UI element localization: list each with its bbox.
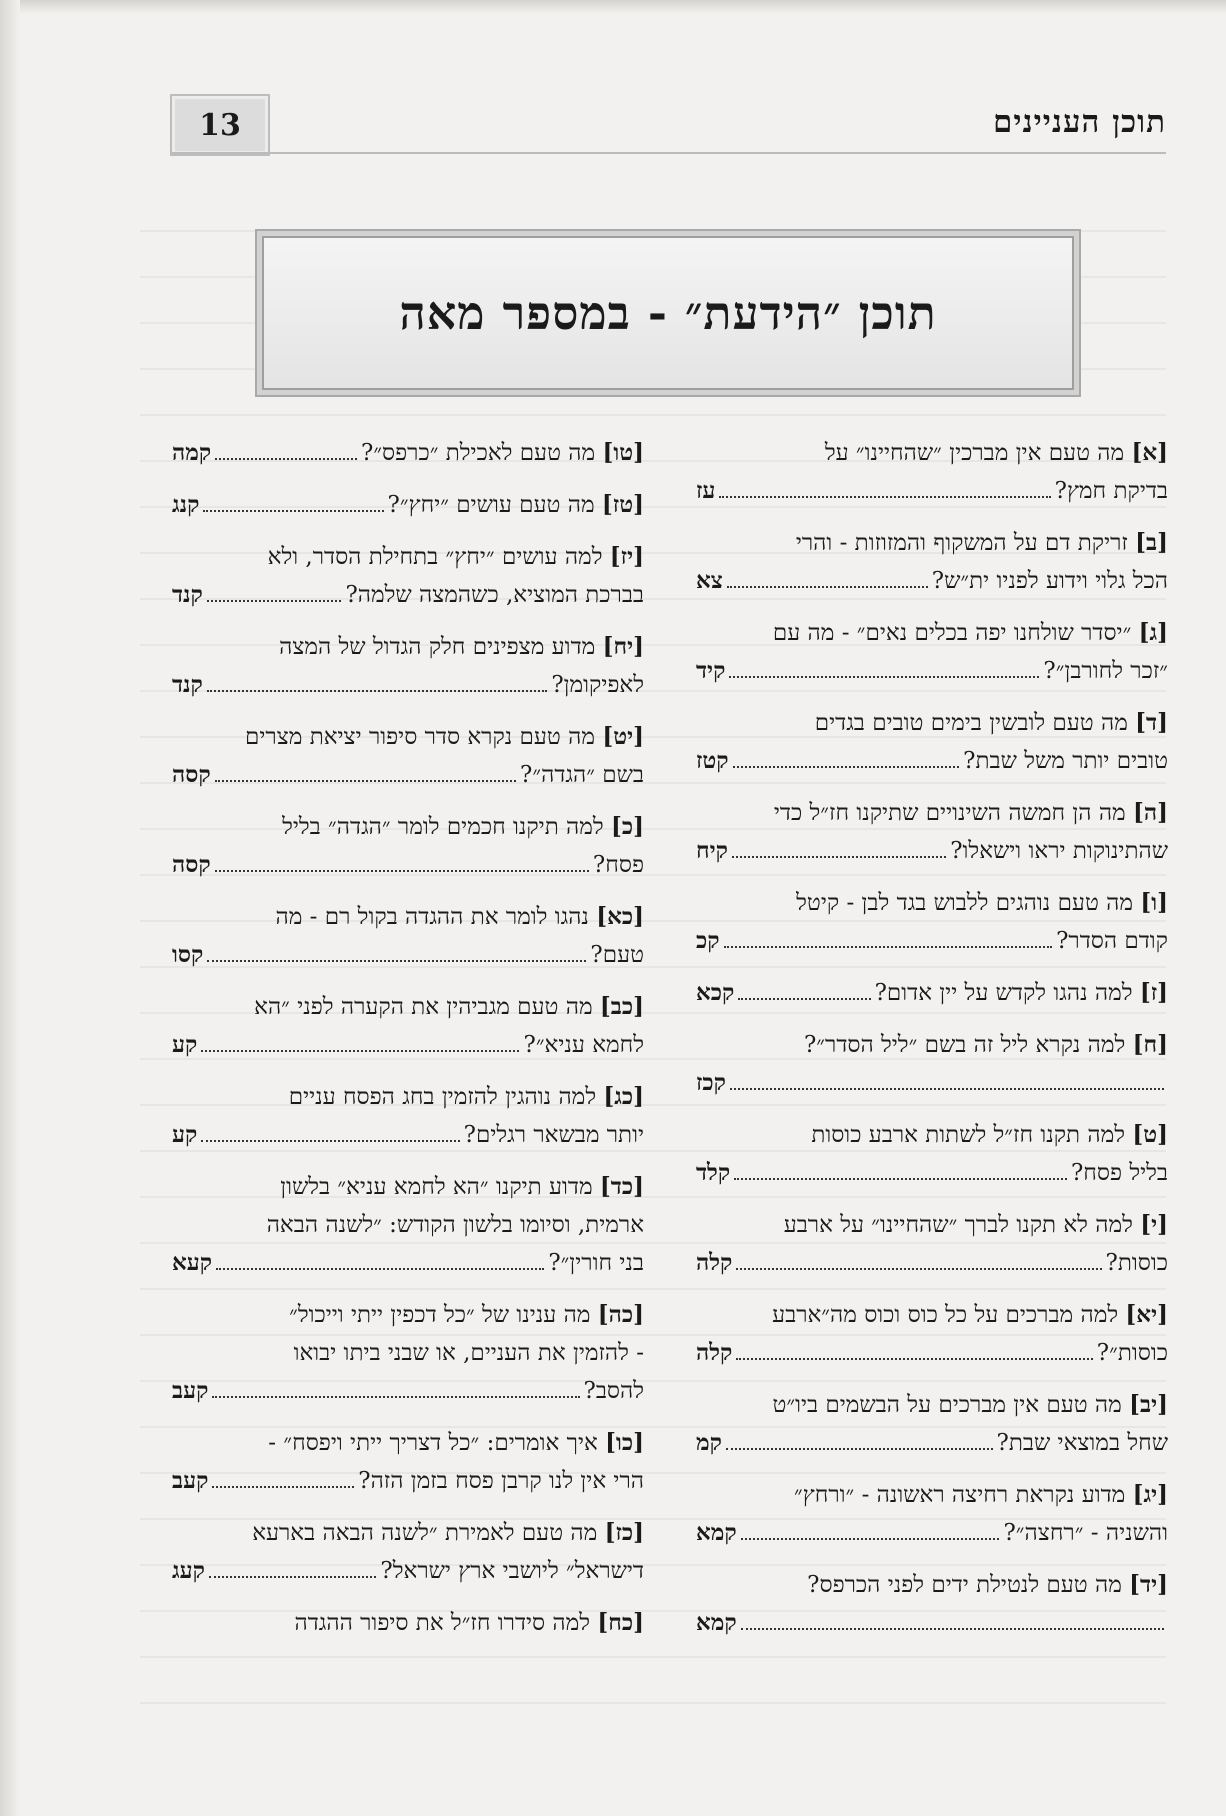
toc-entry-number: [ט] <box>1132 1121 1168 1148</box>
toc-entry-text: מה טעם לאכילת ״כרפס״? <box>360 440 596 466</box>
toc-entry-page-ref: צא <box>696 567 723 594</box>
toc-entry-line <box>172 1514 644 1552</box>
leader-dots <box>212 1486 354 1488</box>
toc-entry-text: מה הן חמשה השינויים שתיקנו חז״ל כדי <box>773 800 1126 826</box>
toc-entry-lastline <box>696 1334 1168 1372</box>
toc-entry-page-ref: קעא <box>172 1249 213 1276</box>
toc-entry-page-ref: קיח <box>696 837 728 864</box>
toc-entry-text: - להזמין את העניים, או שבני ביתו יבואו <box>293 1340 644 1366</box>
toc-entry-text: בשם ״הגדה״? <box>520 762 644 788</box>
toc-entry-lastline <box>172 486 644 524</box>
toc-entry-page-ref: קע <box>172 1031 198 1058</box>
toc-entry-page-ref: קכ <box>696 927 720 954</box>
toc-entry-number: [יב] <box>1129 1391 1168 1418</box>
toc-entry[interactable] <box>172 898 644 974</box>
toc-entry-page-ref: קסה <box>172 761 211 788</box>
toc-entry-number: [ז] <box>1139 979 1168 1006</box>
toc-entry-text: מה טעם לאמירת ״לשנה הבאה בארעא <box>252 1520 598 1546</box>
toc-entry-text: טובים יותר משל שבת? <box>963 748 1168 774</box>
toc-entry-text: כוסות״? <box>1096 1340 1168 1366</box>
toc-entry-text: דישראל״ ליושבי ארץ ישראל? <box>380 1558 644 1584</box>
toc-entry-text: למה לא תקנו לברך ״שהחיינו״ על ארבע <box>783 1212 1133 1238</box>
leader-dots <box>733 766 960 768</box>
leader-dots <box>719 496 1050 498</box>
toc-entry-text: למה נהגו לקדש על יין אדום? <box>874 980 1133 1006</box>
toc-entry[interactable] <box>172 1424 644 1500</box>
toc-entry-page-ref: קמה <box>172 439 212 466</box>
toc-entry-page-ref: קמ <box>696 1429 722 1456</box>
toc-entry-lastline <box>172 936 644 974</box>
toc-entry-text: למה תקנו חז״ל לשתות ארבע כוסות <box>811 1122 1126 1148</box>
toc-entry-lastline <box>696 562 1168 600</box>
toc-entry-line <box>696 1566 1168 1604</box>
toc-entry-number: [י] <box>1140 1211 1168 1238</box>
toc-entry-line <box>172 1424 644 1462</box>
leader-dots <box>729 676 1039 678</box>
toc-entry[interactable] <box>696 1116 1168 1192</box>
toc-entry-number: [כח] <box>597 1609 644 1636</box>
toc-entry-text: שהתינוקות יראו וישאלו? <box>950 838 1168 864</box>
toc-entry[interactable] <box>172 628 644 704</box>
toc-entry-text: זריקת דם על המשקוף והמזוזות - והרי <box>795 530 1128 556</box>
toc-entry-text: בברכת המוציא, כשהמצה שלמה? <box>345 582 644 608</box>
toc-entry[interactable] <box>172 538 644 614</box>
toc-entry-line <box>696 794 1168 832</box>
toc-entry-line <box>172 898 644 936</box>
leader-dots <box>741 1628 1164 1630</box>
toc-entry-text: ״יסדר שולחנו יפה בכלים נאים״ - מה עם <box>772 620 1132 646</box>
toc-entry-number: [כ] <box>610 813 644 840</box>
toc-entry-page-ref: קלה <box>696 1249 733 1276</box>
toc-entry-number: [טז] <box>601 491 644 518</box>
toc-entry-line <box>172 1296 644 1334</box>
toc-entry-line <box>696 524 1168 562</box>
toc-entry-text: והשניה - ״רחצה״? <box>1003 1520 1168 1546</box>
toc-entry-line <box>696 1206 1168 1244</box>
toc-entry-number: [יח] <box>602 633 644 660</box>
toc-entry-number: [כג] <box>603 1083 644 1110</box>
leader-dots <box>201 1140 459 1142</box>
toc-entry-lastline <box>696 1604 1168 1642</box>
toc-entry-line <box>172 1078 644 1116</box>
toc-entry-lastline <box>696 1064 1168 1102</box>
leader-dots <box>215 458 357 460</box>
toc-entry-line <box>172 808 644 846</box>
toc-entry[interactable] <box>696 974 1168 1012</box>
toc-entry-lastline <box>172 846 644 884</box>
toc-entry-page-ref: קיד <box>696 657 726 684</box>
toc-entry-text: להסב? <box>583 1378 644 1404</box>
toc-entry-line <box>696 1026 1168 1064</box>
toc-entry[interactable] <box>172 1514 644 1590</box>
toc-entry[interactable] <box>172 808 644 884</box>
toc-entry-line <box>172 988 644 1026</box>
toc-entry-lastline <box>172 1244 644 1282</box>
toc-entry-page-ref: עז <box>696 477 716 504</box>
toc-entry[interactable] <box>172 486 644 524</box>
leader-dots <box>207 960 586 962</box>
toc-entry-page-ref: קטז <box>696 747 729 774</box>
toc-column-right <box>696 434 1168 1656</box>
toc-entry-number: [כד] <box>599 1173 644 1200</box>
toc-entry-lastline <box>172 756 644 794</box>
toc-entry-lastline <box>696 974 1168 1012</box>
toc-entry-text: ״זכר לחורבן״? <box>1043 658 1168 684</box>
toc-entry[interactable] <box>172 718 644 794</box>
toc-entry-number: [כא] <box>596 903 644 930</box>
toc-entry-page-ref: קמא <box>696 1519 737 1546</box>
toc-entry[interactable] <box>696 884 1168 960</box>
toc-entry[interactable] <box>696 794 1168 870</box>
page-edge-shadow <box>0 0 20 1816</box>
toc-entry-line <box>172 1206 644 1244</box>
toc-entry-number: [ה] <box>1133 799 1168 826</box>
toc-entry[interactable] <box>696 434 1168 510</box>
toc-entry-page-ref: קכז <box>696 1069 726 1096</box>
toc-entry-text: בליל פסח? <box>1070 1160 1168 1186</box>
toc-entry-line <box>172 538 644 576</box>
toc-entry-text: הכל גלוי וידוע לפניו ית״ש? <box>931 568 1168 594</box>
toc-entry-lastline <box>696 1424 1168 1462</box>
leader-dots <box>203 510 383 512</box>
toc-entry-text: מה טעם נקרא סדר סיפור יציאת מצרים <box>245 724 595 750</box>
leader-dots <box>726 1448 993 1450</box>
toc-entry-lastline <box>696 922 1168 960</box>
toc-entry-lastline <box>172 1026 644 1064</box>
toc-entry-line <box>696 1116 1168 1154</box>
toc-entry-line <box>172 718 644 756</box>
toc-entry-text: מדוע נקראת רחיצה ראשונה - ״ורחץ״ <box>794 1482 1126 1508</box>
toc-entry-text: איך אומרים: ״כל דצריך ייתי ויפסח״ - <box>268 1430 598 1456</box>
toc-entry-text: הרי אין לנו קרבן פסח בזמן הזה? <box>358 1468 644 1494</box>
toc-entry-text: בדיקת חמץ? <box>1054 478 1168 504</box>
leader-dots <box>209 1576 377 1578</box>
toc-entry-text: בני חורין״? <box>548 1250 644 1276</box>
leader-dots <box>207 690 547 692</box>
toc-entry-line <box>696 614 1168 652</box>
toc-entry-lastline <box>696 742 1168 780</box>
toc-entry-page-ref: קמא <box>696 1609 737 1636</box>
toc-entry[interactable] <box>172 1168 644 1282</box>
toc-entry-number: [ד] <box>1135 709 1168 736</box>
toc-entry[interactable] <box>696 1566 1168 1642</box>
toc-entry[interactable] <box>696 1296 1168 1372</box>
header-divider <box>170 152 1166 154</box>
toc-entry-lastline <box>696 832 1168 870</box>
leader-dots <box>215 780 516 782</box>
toc-entry-page-ref: קכא <box>696 979 735 1006</box>
toc-entry-lastline <box>696 472 1168 510</box>
toc-entry-number: [ח] <box>1132 1031 1168 1058</box>
toc-entry-text: למה נקרא ליל זה בשם ״ליל הסדר״? <box>803 1032 1126 1058</box>
toc-entry-lastline <box>696 1244 1168 1282</box>
running-header: תוכן העניינים <box>993 104 1166 140</box>
toc-entry-lastline <box>172 1552 644 1590</box>
toc-entry-line <box>172 1334 644 1372</box>
toc-entry-text: למה מברכים על כל כוס וכוס מה״ארבע <box>772 1302 1119 1328</box>
toc-entry[interactable] <box>696 704 1168 780</box>
toc-entry-text: למה סידרו חז״ל את סיפור ההגדה <box>294 1610 591 1636</box>
toc-entry-number: [יא] <box>1125 1301 1168 1328</box>
toc-entry-page-ref: קלה <box>696 1339 733 1366</box>
toc-entry-page-ref: קסו <box>172 941 204 968</box>
toc-entry-page-ref: קעב <box>172 1467 209 1494</box>
toc-entry[interactable] <box>696 614 1168 690</box>
toc-entry[interactable] <box>172 1296 644 1410</box>
toc-entry[interactable] <box>172 1078 644 1154</box>
toc-entry-text: ארמית, וסיומו בלשון הקודש: ״לשנה הבאה <box>266 1212 644 1238</box>
toc-entry[interactable] <box>172 1604 644 1642</box>
toc-entry-text: מדוע תיקנו ״הא לחמא עניא״ בלשון <box>280 1174 593 1200</box>
leader-dots <box>736 1268 1101 1270</box>
leader-dots <box>741 1538 1000 1540</box>
toc-entry-lastline <box>696 652 1168 690</box>
leader-dots <box>736 1358 1093 1360</box>
toc-entry-page-ref: קע <box>172 1121 198 1148</box>
toc-entry-text: מה טעם נוהגים ללבוש בגד לבן - קיטל <box>796 890 1134 916</box>
toc-entry-lastline <box>172 1116 644 1154</box>
toc-entry-number: [כו] <box>605 1429 644 1456</box>
section-title: תוכן ״הידעת״ - במספר מאה <box>399 286 937 340</box>
leader-dots <box>201 1050 519 1052</box>
leader-dots <box>212 1396 579 1398</box>
leader-dots <box>738 998 870 1000</box>
toc-entry-text: נהגו לומר את ההגדה בקול רם - מה <box>275 904 589 930</box>
toc-entry-text: מה טעם אין מברכים על הבשמים ביו״ט <box>772 1392 1122 1418</box>
toc-entry-text: למה תיקנו חכמים לומר ״הגדה״ בליל <box>282 814 604 840</box>
toc-entry-lastline <box>172 1462 644 1500</box>
toc-entry[interactable] <box>696 1386 1168 1462</box>
leader-dots <box>724 946 1053 948</box>
toc-entry-number: [ו] <box>1140 889 1168 916</box>
toc-entry-line <box>696 704 1168 742</box>
leader-dots <box>216 1268 544 1270</box>
toc-entry-text: לאפיקומן? <box>551 672 644 698</box>
toc-entry-line <box>696 1386 1168 1424</box>
toc-entry-page-ref: קנג <box>172 491 200 518</box>
toc-entry-text: מה טעם מגביהין את הקערה לפני ״הא <box>254 994 593 1020</box>
toc-entry-line <box>172 628 644 666</box>
toc-entry-lastline <box>172 1604 644 1642</box>
toc-entry-text: מה טעם לובשין בימים טובים בגדים <box>814 710 1128 736</box>
toc-entry-page-ref: קלד <box>696 1159 731 1186</box>
leader-dots <box>734 1178 1067 1180</box>
toc-entry-number: [ג] <box>1138 619 1168 646</box>
toc-entry-page-ref: קסה <box>172 851 211 878</box>
toc-entry-lastline <box>172 434 644 472</box>
toc-entry-lastline <box>696 1154 1168 1192</box>
leader-dots <box>730 1088 1164 1090</box>
section-title-box <box>262 236 1074 390</box>
toc-entry-number: [כב] <box>599 993 644 1020</box>
toc-entry-number: [יג] <box>1132 1481 1168 1508</box>
leader-dots <box>207 600 342 602</box>
toc-entry-text: קודם הסדר? <box>1056 928 1168 954</box>
toc-entry-text: מה טעם לנטילת ידים לפני הכרפס? <box>807 1572 1122 1598</box>
toc-entry-number: [א] <box>1131 439 1168 466</box>
leader-dots <box>732 856 946 858</box>
toc-entry-line <box>696 434 1168 472</box>
toc-entry[interactable] <box>696 524 1168 600</box>
toc-entry-text: מה טעם אין מברכין ״שהחיינו״ על <box>824 440 1125 466</box>
page-top-shadow <box>0 0 1226 14</box>
toc-entry-text: לחמא עניא״? <box>523 1032 644 1058</box>
page-number: 13 <box>170 94 270 156</box>
toc-entry-lastline <box>696 1514 1168 1552</box>
toc-entry-number: [טו] <box>602 439 644 466</box>
toc-entry-page-ref: קנד <box>172 581 203 608</box>
toc-column-left <box>172 434 644 1656</box>
toc-entry-lastline <box>172 666 644 704</box>
toc-entry-line <box>172 1168 644 1206</box>
toc-entry-line <box>696 884 1168 922</box>
toc-entry-text: למה עושים ״יחץ״ בתחילת הסדר, ולא <box>267 544 603 570</box>
toc-entry-number: [יד] <box>1129 1571 1168 1598</box>
toc-entry-line <box>696 1476 1168 1514</box>
toc-entry[interactable] <box>172 988 644 1064</box>
toc-entry[interactable] <box>696 1026 1168 1102</box>
toc-entry-number: [כה] <box>597 1301 644 1328</box>
toc-entry-number: [ב] <box>1135 529 1168 556</box>
toc-entry-number: [יז] <box>609 543 644 570</box>
toc-entry[interactable] <box>172 434 644 472</box>
toc-entry[interactable] <box>696 1476 1168 1552</box>
toc-entry-text: יותר מבשאר רגלים? <box>463 1122 644 1148</box>
toc-entry-text: מה ענינו של ״כל דכפין ייתי וייכול״ <box>289 1302 591 1328</box>
toc-entry-text: מדוע מצפינים חלק הגדול של המצה <box>279 634 596 660</box>
toc-entry[interactable] <box>696 1206 1168 1282</box>
toc-entry-text: טעם? <box>590 942 644 968</box>
toc-entry-page-ref: קעג <box>172 1557 205 1584</box>
toc-entry-text: מה טעם עושים ״יחץ״? <box>387 492 595 518</box>
toc-entry-lastline <box>172 1372 644 1410</box>
leader-dots <box>727 586 928 588</box>
toc-entry-page-ref: קעב <box>172 1377 209 1404</box>
toc-entry-number: [כז] <box>604 1519 644 1546</box>
leader-dots <box>215 870 589 872</box>
toc-entry-text: כוסות? <box>1105 1250 1168 1276</box>
toc-entry-number: [יט] <box>602 723 644 750</box>
toc-entry-text: שחל במוצאי שבת? <box>996 1430 1168 1456</box>
toc-entry-text: למה נוהגין להזמין בחג הפסח עניים <box>288 1084 597 1110</box>
toc-entry-lastline <box>172 576 644 614</box>
toc-entry-line <box>696 1296 1168 1334</box>
toc-entry-page-ref: קנד <box>172 671 203 698</box>
toc-entry-text: פסח? <box>592 852 644 878</box>
